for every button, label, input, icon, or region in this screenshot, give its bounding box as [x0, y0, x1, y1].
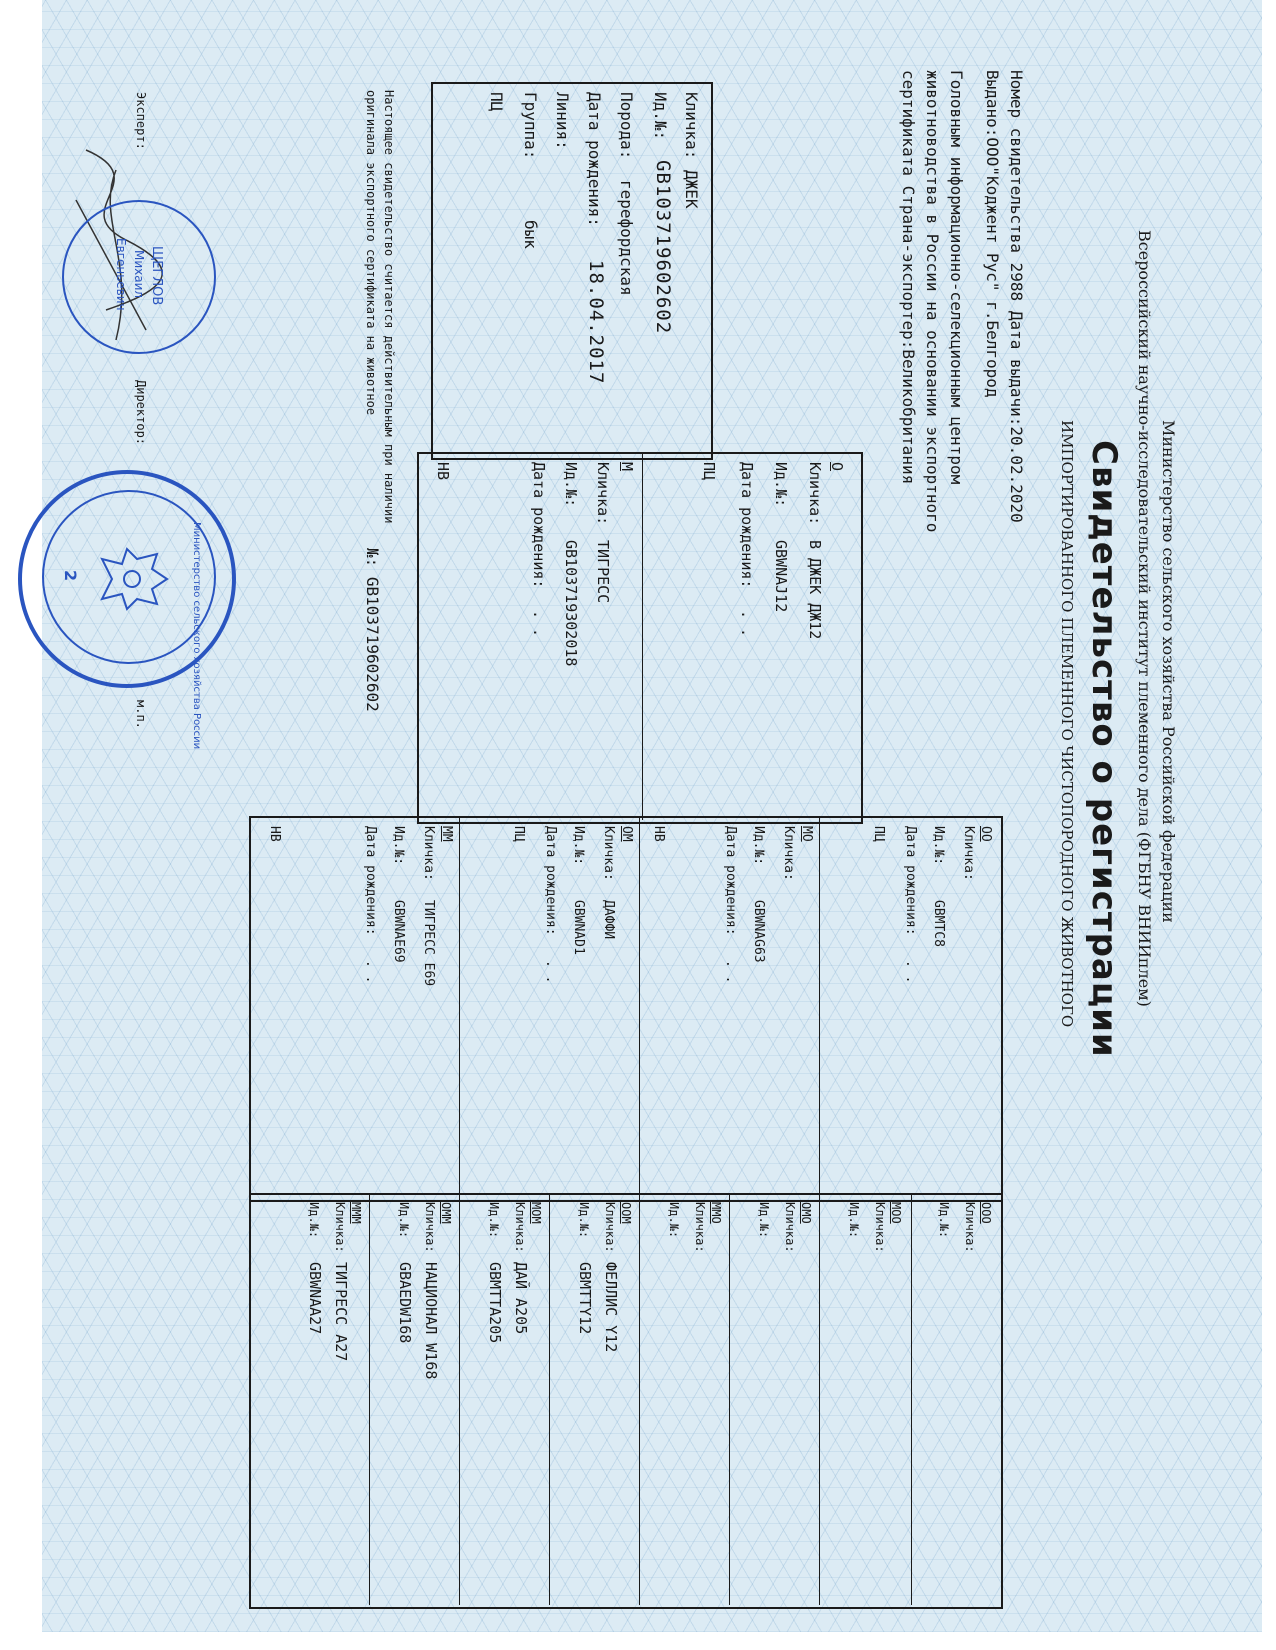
ministry-line: Министерство сельского хозяйства Российской федерации	[1159, 420, 1178, 923]
gp-divider-1	[819, 818, 820, 1198]
ggp-name-label: Кличка:	[513, 1202, 527, 1253]
ggp-divider-4	[639, 1195, 640, 1605]
ggp-code: МОМ	[529, 1202, 543, 1224]
dam-name-label: Кличка:	[594, 462, 612, 526]
ggp-code: ООМ	[619, 1202, 633, 1224]
mm-dob-label: Дата рождения:	[363, 826, 378, 936]
animal-line-label: Линия:	[553, 92, 572, 150]
ggp-id-label: Ид.№:	[307, 1202, 321, 1239]
dam-name: ТИГРЕСС	[594, 540, 612, 604]
ggp-divider-2	[819, 1195, 820, 1605]
ggp-id-label: Ид.№:	[757, 1202, 771, 1239]
ggp-name-label: Кличка:	[873, 1202, 887, 1253]
mp-label: м.п.	[134, 700, 148, 729]
ggp-id-label: Ид.№:	[847, 1202, 861, 1239]
ministry-stamp-number: 2	[61, 570, 80, 582]
validity-line-2: оригинала экспортного сертификата на животное	[364, 90, 378, 416]
ggp-divider-6	[459, 1195, 460, 1605]
issuer-line-2: животноводства в России на основании экспортного	[923, 70, 942, 533]
om-code: ОМ	[619, 826, 634, 842]
certificate-title: Свидетельство о регистрации	[1084, 440, 1124, 1058]
animal-pts-label: ПЦ	[487, 92, 506, 112]
director-label: Директор:	[134, 380, 148, 446]
animal-breed-label: Порода:	[617, 92, 636, 160]
animal-group-value: бык	[521, 220, 540, 249]
ggp-name-label: Кличка:	[603, 1202, 617, 1253]
issued-line: Выдано:ООО"Коджент Рус" г.Белгород	[983, 70, 1002, 398]
mm-code: ММ	[439, 826, 454, 842]
parents-divider	[642, 454, 643, 820]
ggp-code: ММО	[709, 1202, 723, 1224]
ggp-code: ОМО	[799, 1202, 813, 1224]
om-dob-label: Дата рождения:	[543, 826, 558, 936]
ggp-name: ДАЙ А205	[512, 1262, 530, 1335]
dam-dob: . .	[530, 610, 548, 638]
mo-nv: НВ	[651, 826, 666, 842]
mm-name-label: Кличка:	[421, 826, 436, 881]
animal-name-label: Кличка:	[682, 92, 701, 160]
mo-id: GBWNAG63	[751, 900, 766, 963]
oo-id: GBMTC8	[931, 900, 946, 947]
gp-divider-2	[639, 818, 640, 1198]
ggp-code: МММ	[349, 1202, 363, 1224]
om-dob: . .	[543, 960, 558, 984]
ggp-name: НАЦИОНАЛ W168	[422, 1262, 440, 1380]
ggp-id: GBAEDW168	[396, 1262, 414, 1344]
mm-id-label: Ид.№:	[391, 826, 406, 866]
ggp-code: ОММ	[439, 1202, 453, 1224]
ggp-divider-7	[369, 1195, 370, 1605]
coat-of-arms-icon	[92, 544, 172, 614]
ggp-name: ТИГРЕСС А27	[332, 1262, 350, 1362]
animal-dob-label: Дата рождения:	[585, 92, 604, 227]
ggp-id-label: Ид.№:	[487, 1202, 501, 1239]
ggp-code: МОО	[889, 1202, 903, 1224]
ggp-id-label: Ид.№:	[577, 1202, 591, 1239]
expert-stamp	[62, 200, 216, 354]
sire-name: В ДЖЕК ДЖ12	[806, 540, 824, 640]
sire-name-label: Кличка:	[806, 462, 824, 526]
sire-id-label: Ид.№:	[772, 462, 790, 508]
sire-pts: ПЦ	[700, 462, 718, 481]
ggp-id-label: Ид.№:	[937, 1202, 951, 1239]
om-name-label: Кличка:	[601, 826, 616, 881]
mm-dob: . .	[363, 960, 378, 984]
certificate-reference: №: GB103719602602	[363, 548, 382, 712]
oo-dob-label: Дата рождения:	[903, 826, 918, 936]
ggp-name: ФЕЛЛИС Y12	[602, 1262, 620, 1353]
mo-code: МО	[799, 826, 814, 842]
ggp-divider-1	[911, 1195, 912, 1605]
sire-dob-label: Дата рождения:	[738, 462, 756, 589]
om-name: ДАФФИ	[601, 900, 616, 940]
expert-stamp-name-2: Михаил	[132, 250, 146, 299]
animal-breed-value: герефордская	[617, 180, 636, 296]
ggp-id-label: Ид.№:	[397, 1202, 411, 1239]
mo-dob: . .	[723, 960, 738, 984]
gp-divider-3	[459, 818, 460, 1198]
cert-number-line: Номер свидетельства 2988 Дата выдачи:20.02.2020	[1007, 70, 1026, 523]
oo-code: ОО	[978, 826, 993, 842]
animal-dob-value: 18.04.2017	[585, 260, 607, 385]
sire-id: GBWNAJ12	[772, 540, 790, 613]
mm-nv: НВ	[267, 826, 282, 842]
animal-name-value: ДЖЕК	[682, 170, 701, 209]
ggp-name-label: Кличка:	[333, 1202, 347, 1253]
dam-dob-label: Дата рождения:	[530, 462, 548, 589]
mo-id-label: Ид.№:	[751, 826, 766, 866]
certificate-subtitle: ИМПОРТИРОВАННОГО ПЛЕМЕННОГО ЧИСТОПОРОДНОГО ЖИВОТНОГО	[1058, 420, 1076, 1028]
dam-nv: НВ	[434, 462, 452, 481]
issuer-line-1: Головным информационно-селекционным центром	[947, 70, 966, 485]
ggp-name-label: Кличка:	[963, 1202, 977, 1253]
great-grandparents-box	[249, 1193, 1003, 1609]
mm-name: ТИГРЕСС Е69	[421, 900, 436, 987]
ggp-divider-3	[729, 1195, 730, 1605]
ggp-id: GBMTTA205	[486, 1262, 504, 1344]
ministry-stamp-text: Министерство сельского хозяйства России	[191, 522, 202, 750]
expert-label: Эксперт:	[134, 92, 148, 150]
ggp-id-label: Ид.№:	[667, 1202, 681, 1239]
animal-id-label: Ид.№:	[651, 92, 670, 141]
expert-stamp-name-3: Евгеньевич	[114, 238, 128, 311]
animal-id-value: GB103719602602	[652, 160, 674, 335]
om-id: GBWNAD1	[571, 900, 586, 955]
oo-dob: . .	[903, 960, 918, 984]
ggp-divider-5	[549, 1195, 550, 1605]
dam-id-label: Ид.№:	[562, 462, 580, 508]
oo-pts: ПЦ	[871, 826, 886, 842]
mo-dob-label: Дата рождения:	[723, 826, 738, 936]
ggp-code: ООО	[979, 1202, 993, 1224]
sire-code: О	[828, 462, 846, 472]
animal-group-label: Группа:	[521, 92, 540, 160]
issuer-line-3: сертификата Страна-экспортер:Великобритания	[899, 70, 918, 485]
sire-dob: . .	[738, 610, 756, 638]
om-id-label: Ид.№:	[571, 826, 586, 866]
institute-line: Всероссийский научно-исследовательский институт племенного дела (ФГБНУ ВНИИплем)	[1135, 230, 1154, 1007]
dam-id: GB103719302018	[562, 540, 580, 667]
oo-name-label: Кличка:	[961, 826, 976, 881]
expert-stamp-name-1: ЩЕГЛОВ	[149, 246, 164, 306]
mm-id: GBWNAE69	[391, 900, 406, 963]
om-pts: ПЦ	[511, 826, 526, 842]
mo-name-label: Кличка:	[781, 826, 796, 881]
ggp-name-label: Кличка:	[423, 1202, 437, 1253]
validity-line-1: Настоящее свидетельство считается действительным при наличии	[382, 90, 396, 524]
dam-code: М	[618, 462, 636, 472]
ggp-id: GBWNAA27	[306, 1262, 324, 1335]
ggp-name-label: Кличка:	[783, 1202, 797, 1253]
ggp-id: GBMTTY12	[576, 1262, 594, 1335]
parents-box	[417, 452, 863, 824]
oo-id-label: Ид.№:	[931, 826, 946, 866]
ggp-name-label: Кличка:	[693, 1202, 707, 1253]
